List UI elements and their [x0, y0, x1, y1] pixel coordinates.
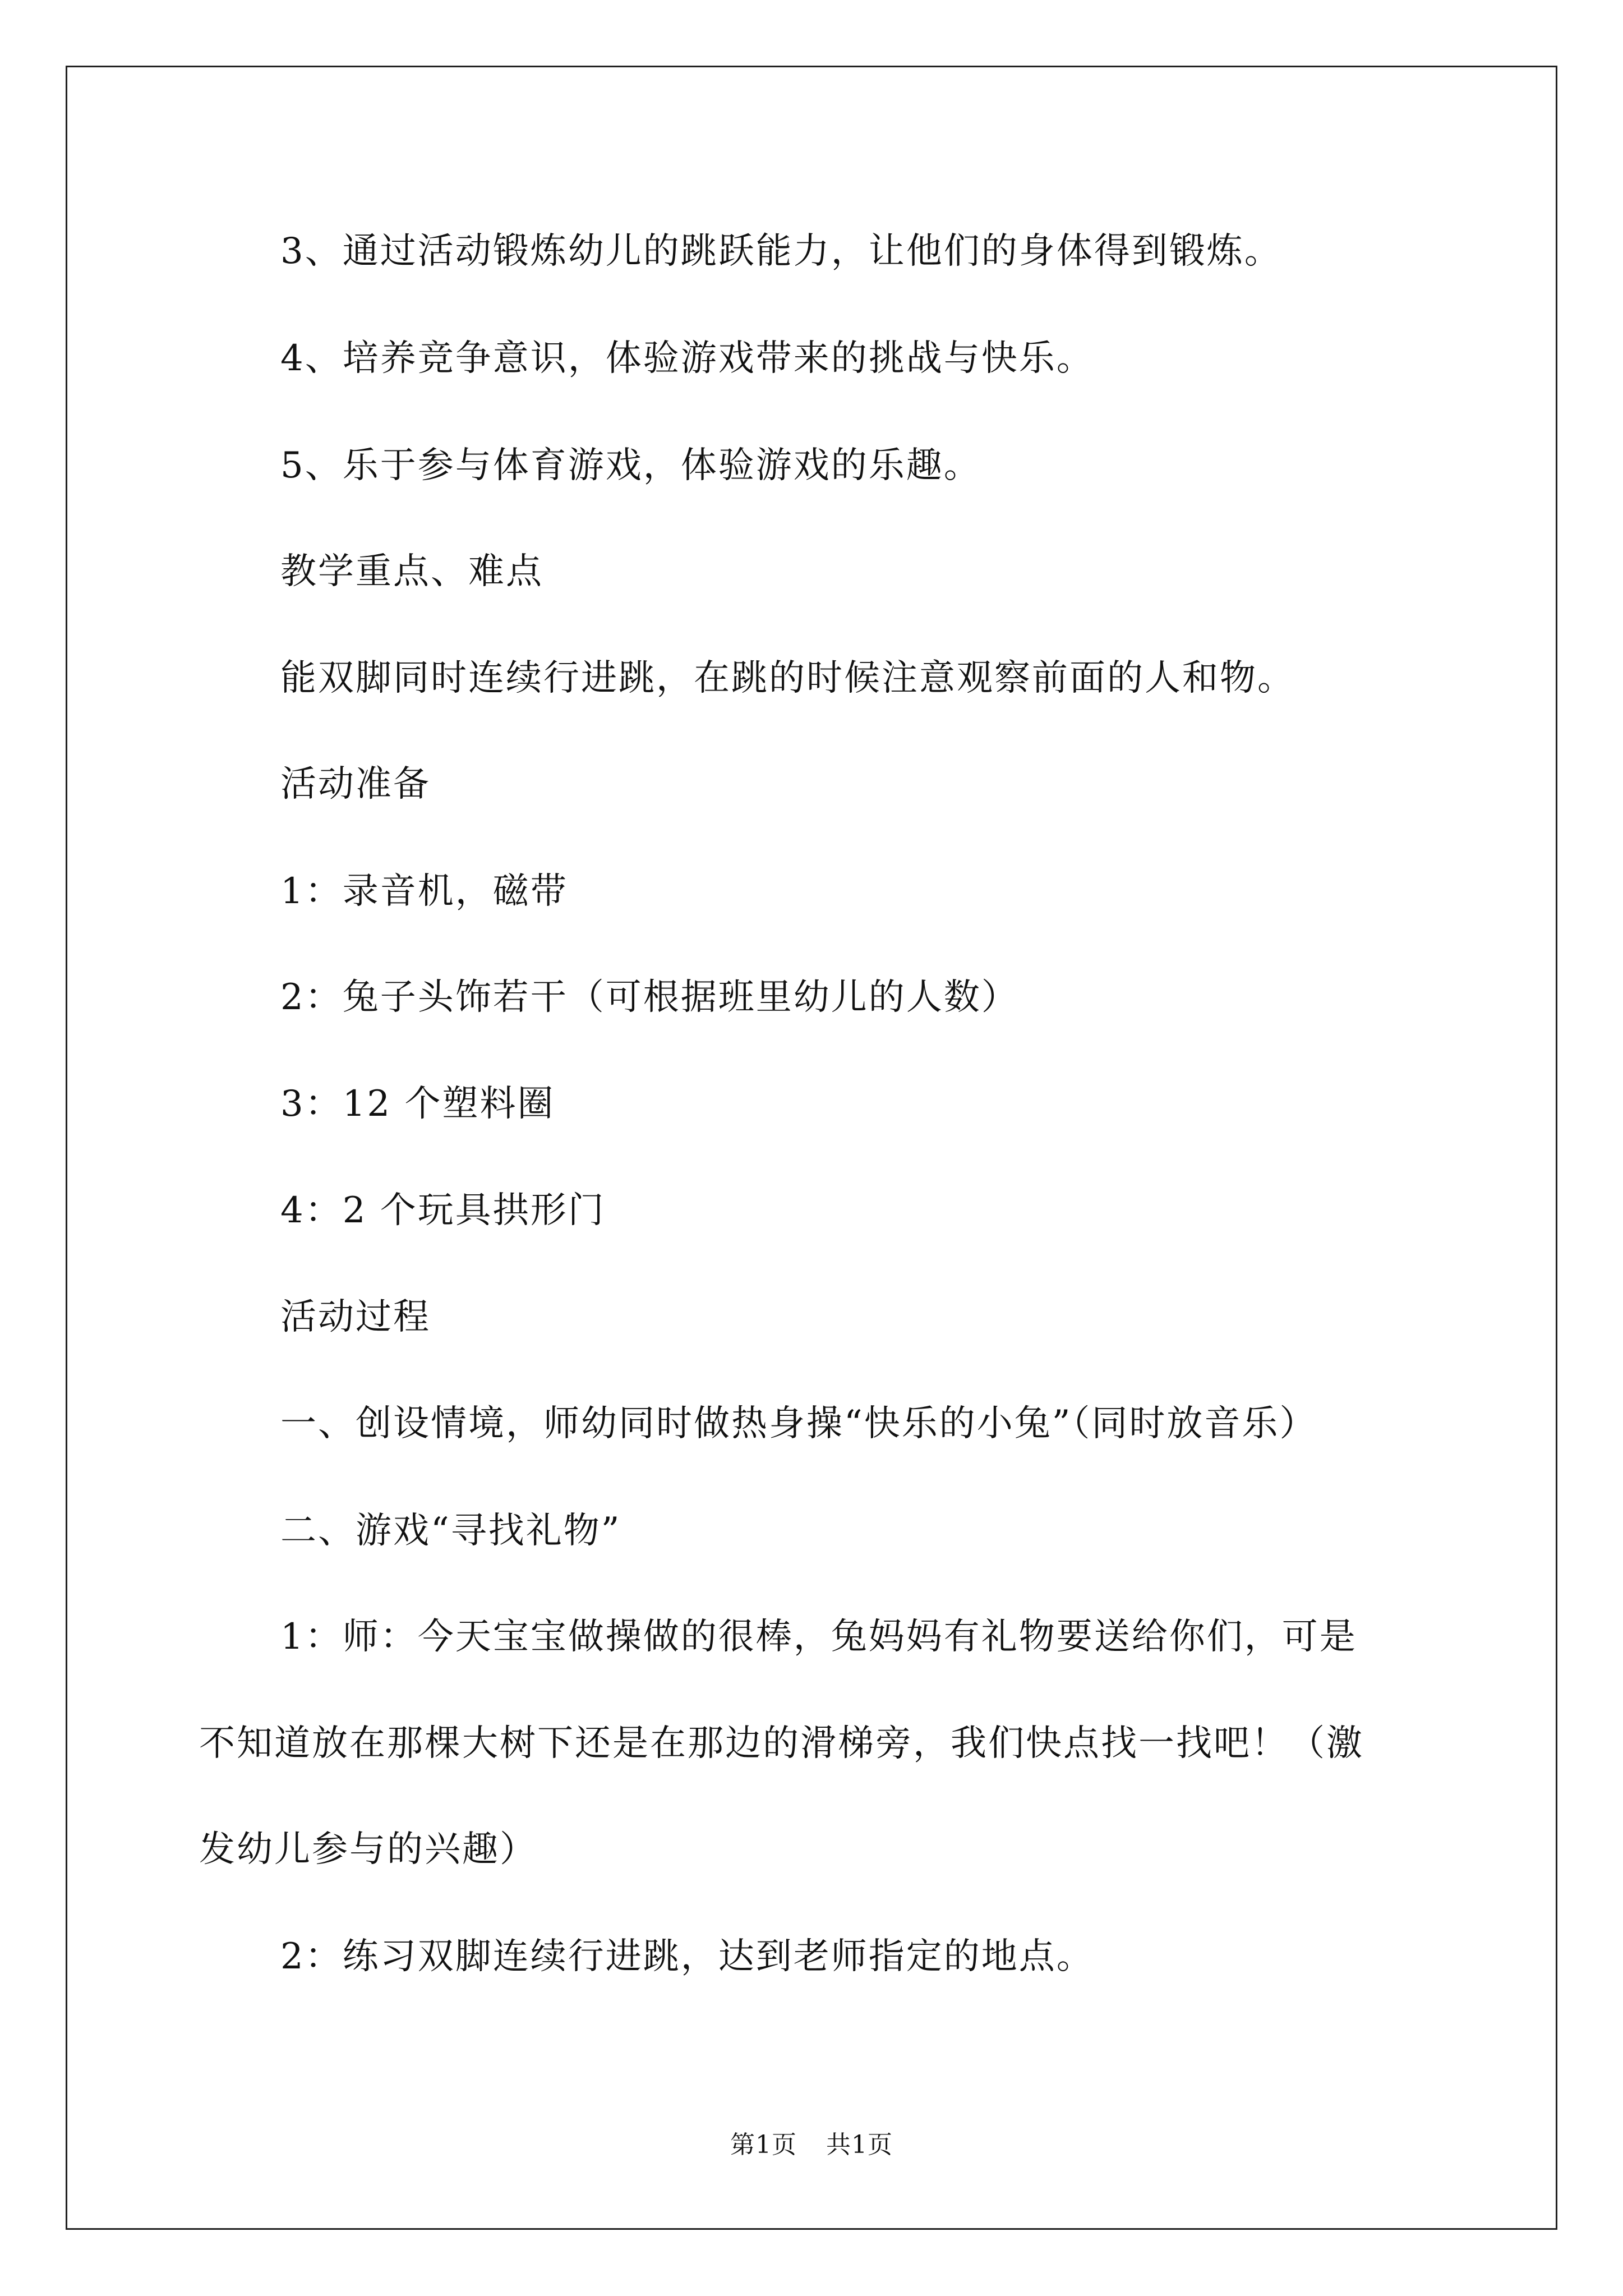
text-line: 4：2 个玩具拱形门: [280, 1190, 606, 1231]
text-line: 2：练习双脚连续行进跳，达到老师指定的地点。: [280, 1936, 1094, 1977]
text-line: 1：师：今天宝宝做操做的很棒，兔妈妈有礼物要送给你们，可是: [280, 1616, 1357, 1658]
page-footer: [0, 2129, 1623, 2161]
text-line: 2：兔子头饰若干（可根据班里幼儿的人数）: [280, 977, 1019, 1018]
text-line: 3：12 个塑料圈: [280, 1083, 555, 1125]
text-line: 不知道放在那棵大树下还是在那边的滑梯旁，我们快点找一找吧！（激: [199, 1723, 1364, 1764]
text-line: 能双脚同时连续行进跳，在跳的时候注意观察前面的人和物。: [280, 657, 1295, 699]
text-line: 3、通过活动锻炼幼儿的跳跃能力，让他们的身体得到锻炼。: [280, 231, 1282, 272]
text-line: 4、培养竞争意识，体验游戏带来的挑战与快乐。: [280, 338, 1094, 379]
text-line: 二、游戏“寻找礼物”: [280, 1510, 621, 1552]
text-line: 1：录音机，磁带: [280, 871, 568, 912]
page-number: 第1页: [730, 2131, 797, 2159]
section-heading: 教学重点、难点: [280, 551, 543, 592]
section-heading: 活动过程: [280, 1296, 431, 1338]
page-total: 共1页: [826, 2131, 893, 2159]
section-heading: 活动准备: [280, 763, 431, 805]
text-line: 5、乐于参与体育游戏，体验游戏的乐趣。: [280, 445, 981, 486]
page-border: [66, 66, 1557, 2230]
text-line: 发幼儿参与的兴趣）: [199, 1829, 537, 1870]
text-line: 一、创设情境，师幼同时做热身操“快乐的小兔”（同时放音乐）: [280, 1403, 1317, 1444]
